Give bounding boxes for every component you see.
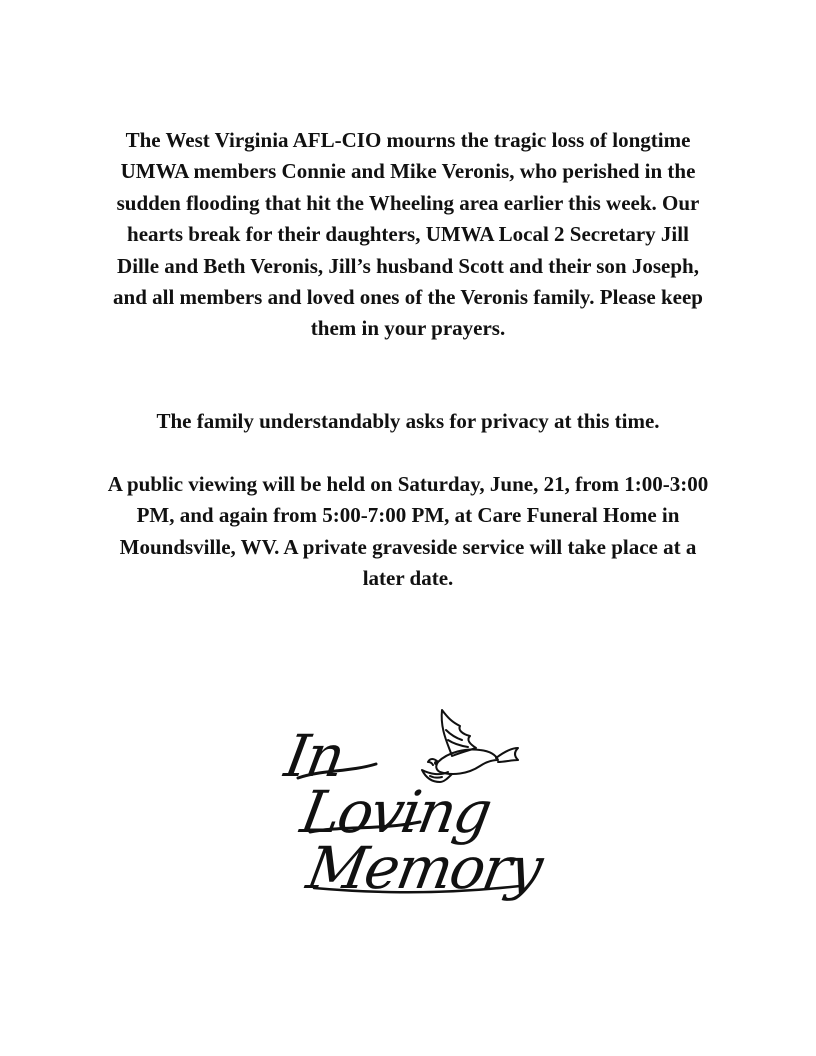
memorial-script-loving: Loving (296, 778, 496, 846)
dove-icon (422, 710, 518, 782)
in-loving-memory-graphic (280, 700, 547, 915)
privacy-paragraph: The family understandably asks for privacy at this time. (156, 409, 660, 433)
memorial-script-memory: Memory (302, 834, 547, 902)
viewing-details-paragraph: A public viewing will be held on Saturday, June, 21, from 1:00-3:00 PM, and again from 5:00-7:00 PM, at Care Funeral Home in Moundsville, WV. A private graveside service will take place at a later date. (107, 472, 709, 591)
condolence-paragraph: The West Virginia AFL-CIO mourns the tragic loss of longtime UMWA members Connie and Mike Veronis, who perished in the sudden flooding that hit the Wheeling area earlier this week. Our hearts break for their daughters, UMWA Local 2 Secretary Jill Dille and Beth Veronis, Jill’s husband Scott and their son Joseph, and all members and loved ones of the Veronis family. Please keep them in your prayers. (113, 128, 703, 341)
memorial-script-in: In (280, 722, 349, 790)
